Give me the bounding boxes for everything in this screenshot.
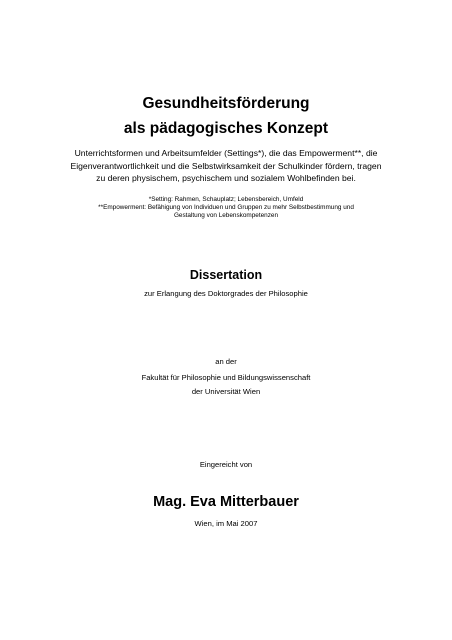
university-name: der Universität Wien (191, 387, 261, 396)
footnotes (50, 196, 402, 220)
faculty-block (50, 357, 402, 397)
title-line-1: Gesundheitsförderung (142, 95, 310, 112)
title-line-2: als pädagogisches Konzept (123, 120, 329, 137)
dissertation-purpose-block (50, 289, 402, 299)
place-date: Wien, im Mai 2007 (194, 519, 258, 528)
subtitle-line-3: zu deren physischem, psychischem und sozialem Wohlbefinden bei. (96, 173, 356, 183)
submission-label: Eingereicht von (199, 460, 253, 469)
dissertation-label: Dissertation (189, 268, 263, 282)
footnote-setting: *Setting: Rahmen, Schauplatz; Lebensbereich, Umfeld (148, 196, 304, 203)
place-date-block (50, 519, 402, 529)
author-name: Mag. Eva Mitterbauer (153, 494, 299, 510)
subtitle-line-1: Unterrichtsformen und Arbeitsumfelder (Settings*), die das Empowerment**, die (74, 148, 378, 158)
dissertation-heading (50, 268, 402, 283)
subtitle (50, 147, 402, 185)
faculty-prefix: an der (215, 357, 237, 366)
footnote-empowerment-line-1: **Empowerment: Befähigung von Individuen und Gruppen zu mehr Selbstbestimmung und (98, 204, 354, 211)
document-title (50, 95, 402, 138)
author-block (50, 494, 402, 511)
subtitle-line-2: Eigenverantwortlichkeit und die Selbstwirksamkeit der Schulkinder fördern, tragen (70, 160, 382, 171)
submission-label-block (50, 460, 402, 470)
dissertation-purpose: zur Erlangung des Doktorgrades der Philosophie (144, 289, 308, 298)
footnote-empowerment-line-2: Gestaltung von Lebenskompetenzen (173, 212, 279, 219)
faculty-name: Fakultät für Philosophie und Bildungswissenschaft (141, 373, 311, 382)
